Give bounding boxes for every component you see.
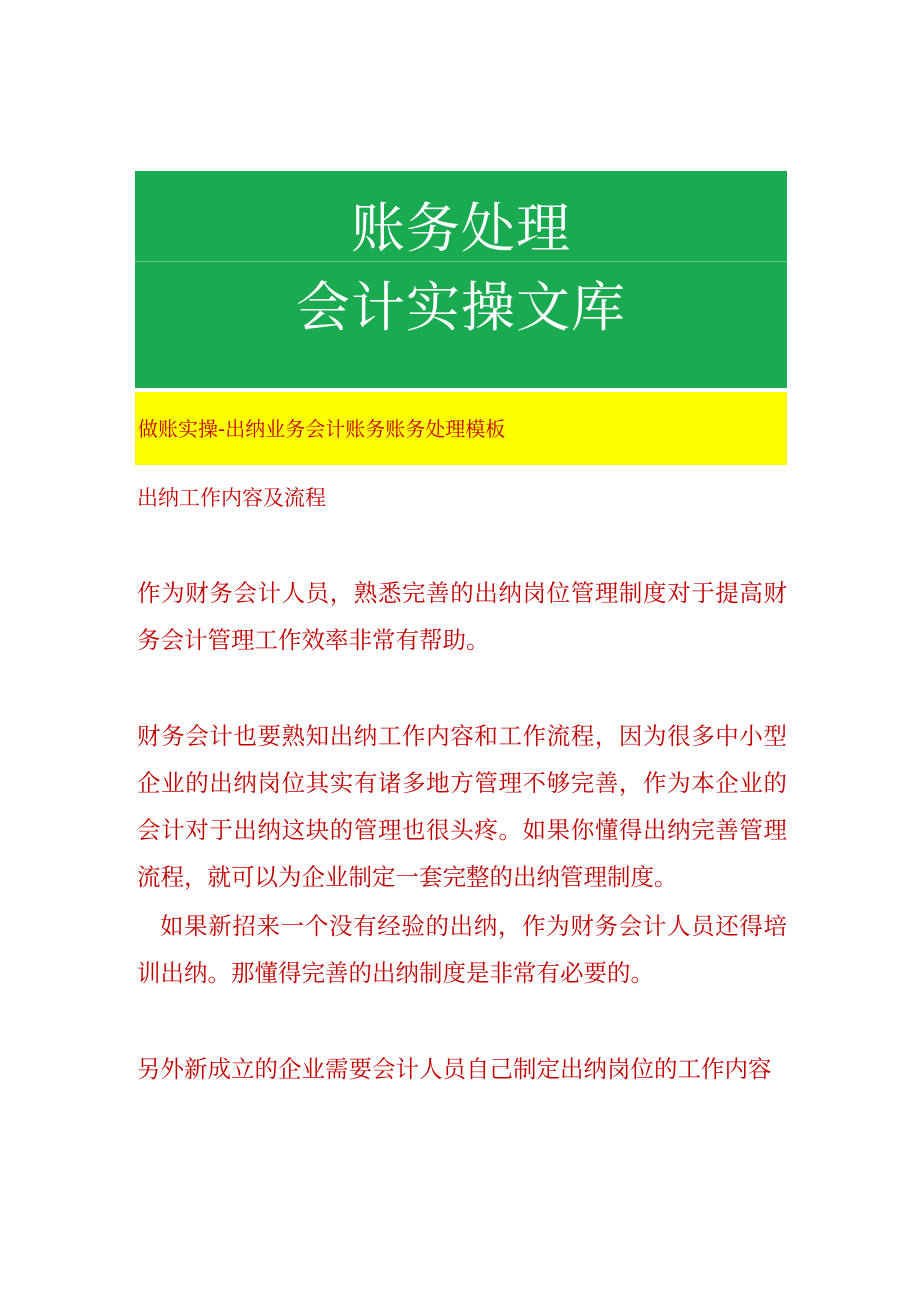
paragraph-3: 如果新招来一个没有经验的出纳，作为财务会计人员还得培训出纳。那懂得完善的出纳制度是非常有必要的。 (137, 912, 787, 987)
paragraph-2: 财务会计也要熟知出纳工作内容和工作流程，因为很多中小型企业的出纳岗位其实有诸多地方管理不够完善，作为本企业的会计对于出纳这块的管理也很头疼。如果你懂得出纳完善管理流程，就可以为企业制定一套完整的出纳管理制度。 (137, 722, 787, 891)
paragraph-4: 另外新成立的企业需要会计人员自己制定出纳岗位的工作内容 (137, 1055, 772, 1083)
banner-divider (135, 261, 787, 262)
banner-title-line2: 会计实操文库 (296, 276, 626, 339)
section-heading: 出纳工作内容及流程 (137, 486, 326, 510)
title-banner (135, 171, 787, 388)
highlight-box (135, 392, 787, 465)
paragraph-1: 作为财务会计人员，熟悉完善的出纳岗位管理制度对于提高财务会计管理工作效率非常有帮助。 (137, 579, 787, 654)
banner-title-line1: 账务处理 (351, 197, 571, 260)
highlight-subtitle: 做账实操-出纳业务会计账务账务处理模板 (138, 417, 506, 441)
